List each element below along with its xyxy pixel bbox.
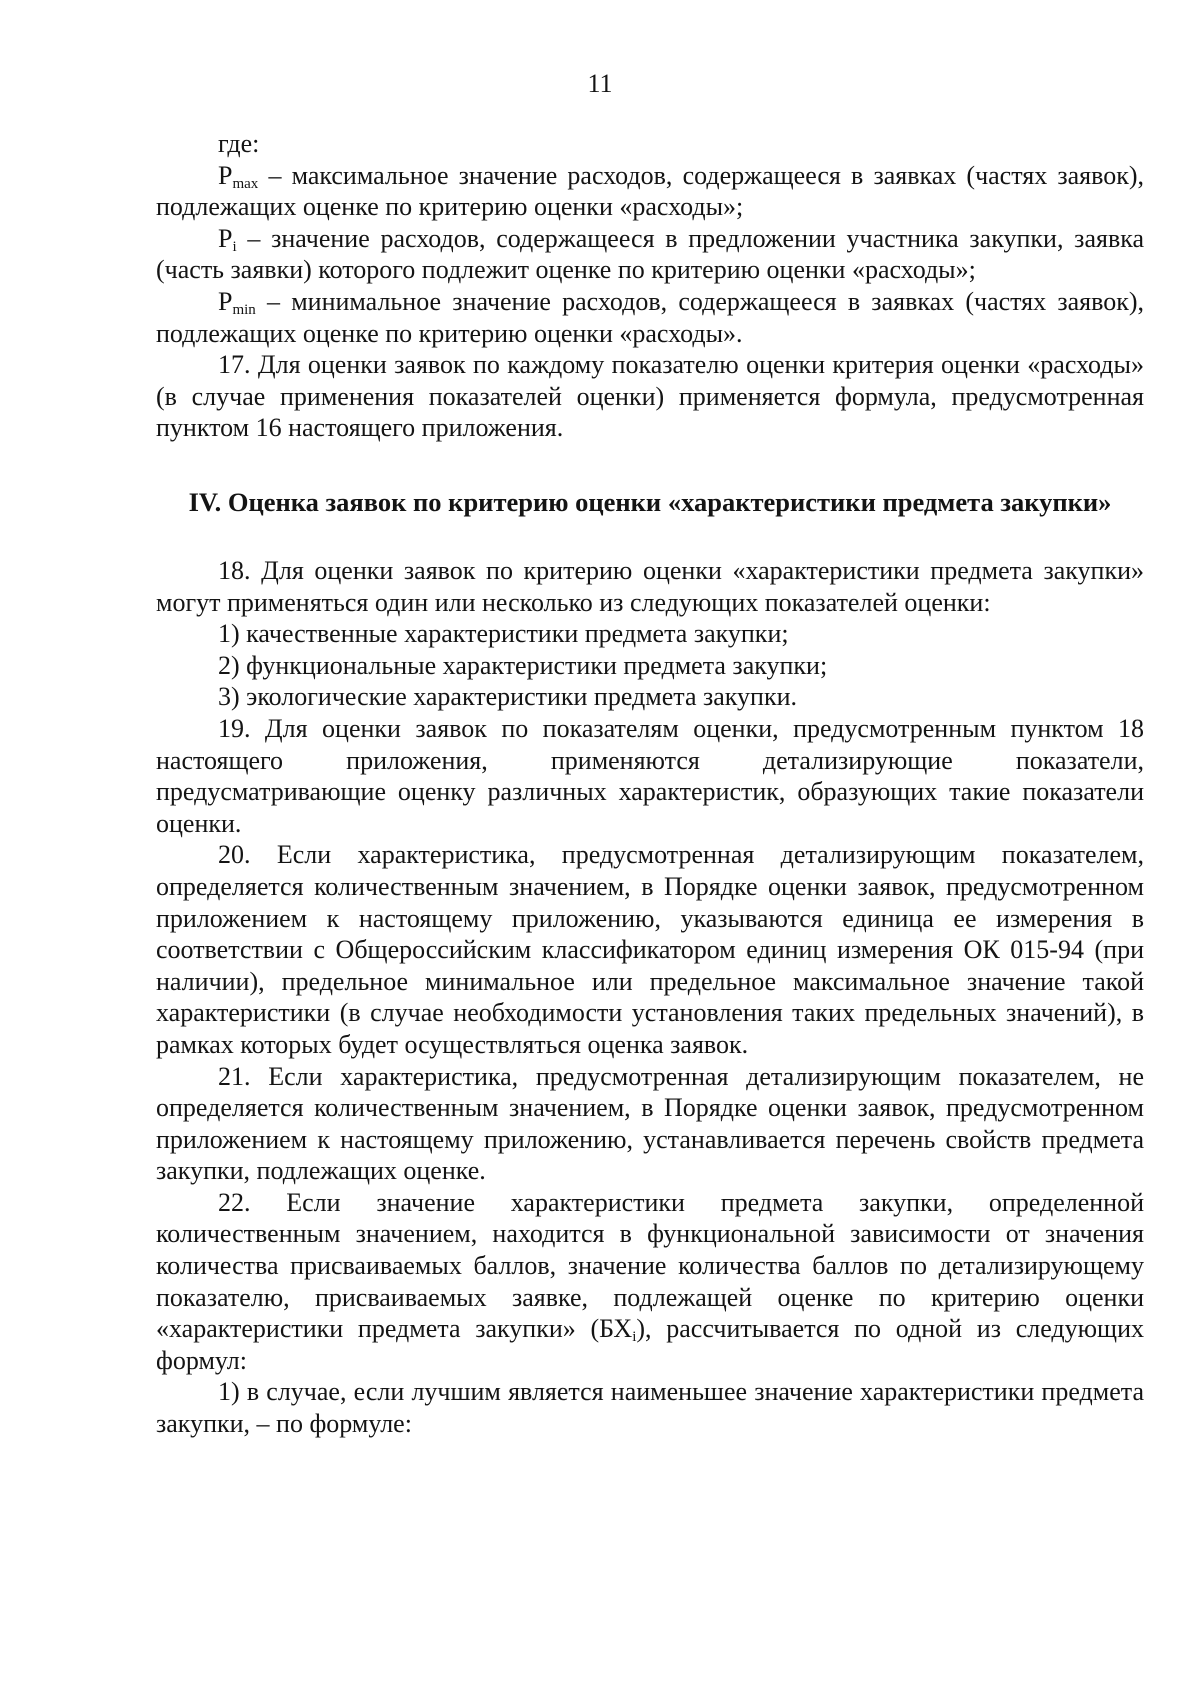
definition-text: – минимальное значение расходов, содержащееся в заявках (частях заявок), подлежащих оценке по критерию оценки «расходы». (156, 286, 1144, 348)
paragraph-22 (156, 1187, 1144, 1377)
page-number: 11 (587, 69, 613, 98)
paragraph-20: 20. Если характеристика, предусмотренная детализирующим показателем, определяется количественным значением, в Порядке оценки заявок, предусмотренном приложением к настоящему приложению, указываются единица ее измерения в соответствии с Общероссийским классификатором единиц измерения ОК 015-94 (при наличии), предельное минимальное или предельное максимальное значение такой характеристики (в случае необходимости установления таких предельных значений), в рамках которых будет осуществляться оценка заявок. (156, 840, 1144, 1059)
definition-pmin (156, 286, 1144, 349)
paragraph-22-text: 22. Если значение характеристики предмета закупки, определенной количественным значением, находится в функциональной зависимости от значения количества присваиваемых баллов, значение количества баллов по детализирующему показателю, присваиваемых заявке, подлежащей оценке по критерию оценки «характеристики предмета закупки» (БХ (156, 1187, 1144, 1344)
definition-pi (156, 223, 1144, 286)
paragraph-19: 19. Для оценки заявок по показателям оценки, предусмотренным пунктом 18 настоящего приложения, применяются детализирующие показатели, предусматривающие оценку различных характеристик, образующих такие показатели оценки. (156, 713, 1144, 838)
definition-text: – значение расходов, содержащееся в предложении участника закупки, заявка (часть заявки) которого подлежит оценке по критерию оценки «расходы»; (156, 223, 1144, 285)
definition-pmax (156, 160, 1144, 223)
paragraph-22-text-end: ), рассчитывается по одной из следующих формул: (156, 1314, 1144, 1375)
list-item-1: 1) качественные характеристики предмета закупки; (218, 619, 789, 649)
symbol-p: P (218, 286, 233, 316)
definition-text: – максимальное значение расходов, содержащееся в заявках (частях заявок), подлежащих оценке по критерию оценки «расходы»; (156, 160, 1144, 222)
list-item-2: 2) функциональные характеристики предмета закупки; (218, 650, 828, 680)
formula-item-1: 1) в случае, если лучшим является наименьшее значение характеристики предмета закупки, – по формуле: (156, 1377, 1144, 1439)
section-iv-body (156, 555, 1144, 1440)
paragraph-21: 21. Если характеристика, предусмотренная детализирующим показателем, не определяется количественным значением, в Порядке оценки заявок, предусмотренном приложением к настоящему приложению, устанавливается перечень свойств предмета закупки, подлежащих оценке. (156, 1061, 1144, 1186)
where-label: где: (218, 129, 260, 158)
subscript-max: max (232, 175, 259, 192)
subscript-i: i (232, 238, 237, 255)
paragraph-18: 18. Для оценки заявок по критерию оценки «характеристики предмета закупки» могут применяться один или несколько из следующих показателей оценки: (156, 556, 1144, 617)
subscript-i: i (632, 1329, 637, 1346)
subscript-min: min (232, 301, 256, 318)
list-item-3: 3) экологические характеристики предмета закупки. (218, 682, 798, 712)
symbol-p: P (218, 160, 233, 190)
symbol-p: P (218, 223, 233, 253)
paragraph-17: 17. Для оценки заявок по каждому показателю оценки критерия оценки «расходы» (в случае применения показателей оценки) применяется формула, предусмотренная пунктом 16 настоящего приложения. (156, 350, 1144, 443)
section-heading: IV. Оценка заявок по критерию оценки «характеристики предмета закупки» (188, 487, 1112, 517)
definitions-block (156, 128, 1144, 444)
